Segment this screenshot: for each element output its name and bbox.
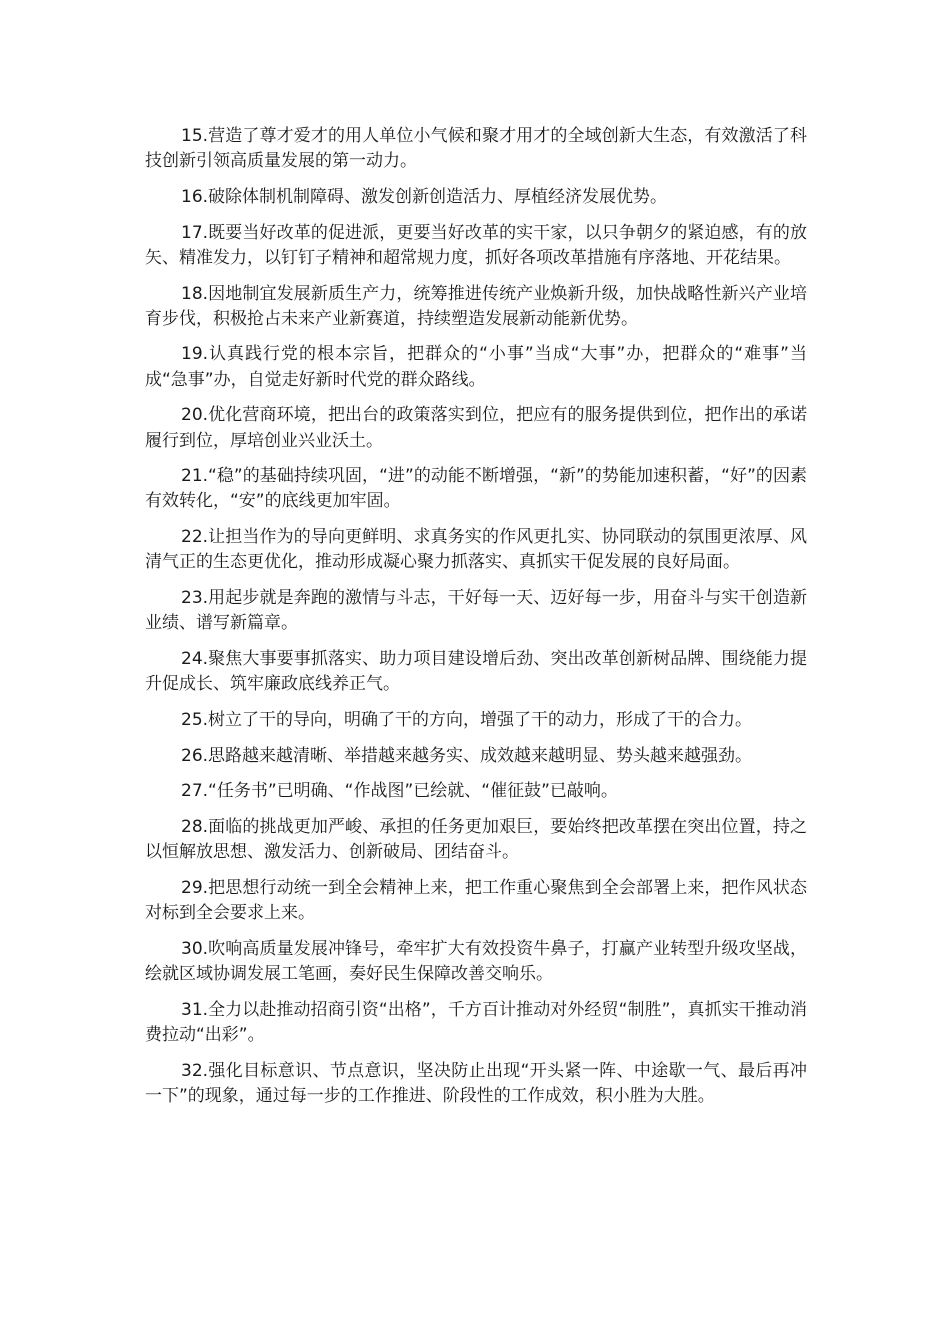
paragraph-20: 20.优化营商环境，把出台的政策落实到位，把应有的服务提供到位，把作出的承诺履行到位，厚培创业兴业沃土。 xyxy=(145,405,807,451)
paragraph-24: 24.聚焦大事要事抓落实、助力项目建设增后劲、突出改革创新树品牌、围绕能力提升促成长、筑牢廉政底线养正气。 xyxy=(145,648,807,695)
paragraph-30: 30.吹响高质量发展冲锋号，牵牢扩大有效投资牛鼻子，打赢产业转型升级攻坚战，绘就区域协调发展工笔画，奏好民生保障改善交响乐。 xyxy=(145,938,807,984)
paragraph-18: 18.因地制宜发展新质生产力，统筹推进传统产业焕新升级，加快战略性新兴产业培育步伐，积极抢占未来产业新赛道，持续塑造发展新动能新优势。 xyxy=(145,283,807,329)
paragraph-23: 23.用起步就是奔跑的激情与斗志，干好每一天、迈好每一步，用奋斗与实干创造新业绩、谱写新篇章。 xyxy=(145,588,807,634)
paragraph-26: 26.思路越来越清晰、举措越来越务实、成效越来越明显、势头越来越强劲。 xyxy=(181,745,753,766)
paragraph-32: 32.强化目标意识、节点意识，坚决防止出现“开头紧一阵、中途歇一气、最后再冲一下”的现象，通过每一步的工作推进、阶段性的工作成效，积小胜为大胜。 xyxy=(145,1060,807,1106)
paragraph-28: 28.面临的挑战更加严峻、承担的任务更加艰巨，要始终把改革摆在突出位置，持之以恒解放思想、激发活力、创新破局、团结奋斗。 xyxy=(145,816,807,863)
paragraph-27: 27.“任务书”已明确、“作战图”已绘就、“催征鼓”已敲响。 xyxy=(181,781,618,802)
paragraph-15: 15.营造了尊才爱才的用人单位小气候和聚才用才的全域创新大生态，有效激活了科技创新引领高质量发展的第一动力。 xyxy=(145,126,807,172)
paragraph-29: 29.把思想行动统一到全会精神上来，把工作重心聚焦到全会部署上来，把作风状态对标到全会要求上来。 xyxy=(145,877,807,924)
document-body xyxy=(145,124,807,1120)
paragraph-17: 17.既要当好改革的促进派，更要当好改革的实干家，以只争朝夕的紧迫感，有的放矢、精准发力，以钉钉子精神和超常规力度，抓好各项改革措施有序落地、开花结果。 xyxy=(145,222,807,268)
paragraph-25: 25.树立了干的导向，明确了干的方向，增强了干的动力，形成了干的合力。 xyxy=(181,709,753,730)
paragraph-21: 21.“稳”的基础持续巩固，“进”的动能不断增强，“新”的势能加速积蓄，“好”的因素有效转化，“安”的底线更加牢固。 xyxy=(145,466,807,512)
paragraph-22: 22.让担当作为的导向更鲜明、求真务实的作风更扎实、协同联动的氛围更浓厚、风清气正的生态更优化，推动形成凝心聚力抓落实、真抓实干促发展的良好局面。 xyxy=(145,527,807,573)
paragraph-19: 19.认真践行党的根本宗旨，把群众的“小事”当成“大事”办，把群众的“难事”当成“急事”办，自觉走好新时代党的群众路线。 xyxy=(145,344,807,390)
paragraph-16: 16.破除体制机制障碍、激发创新创造活力、厚植经济发展优势。 xyxy=(181,186,668,207)
paragraph-31: 31.全力以赴推动招商引资“出格”，千方百计推动对外经贸“制胜”，真抓实干推动消费拉动“出彩”。 xyxy=(145,999,807,1045)
